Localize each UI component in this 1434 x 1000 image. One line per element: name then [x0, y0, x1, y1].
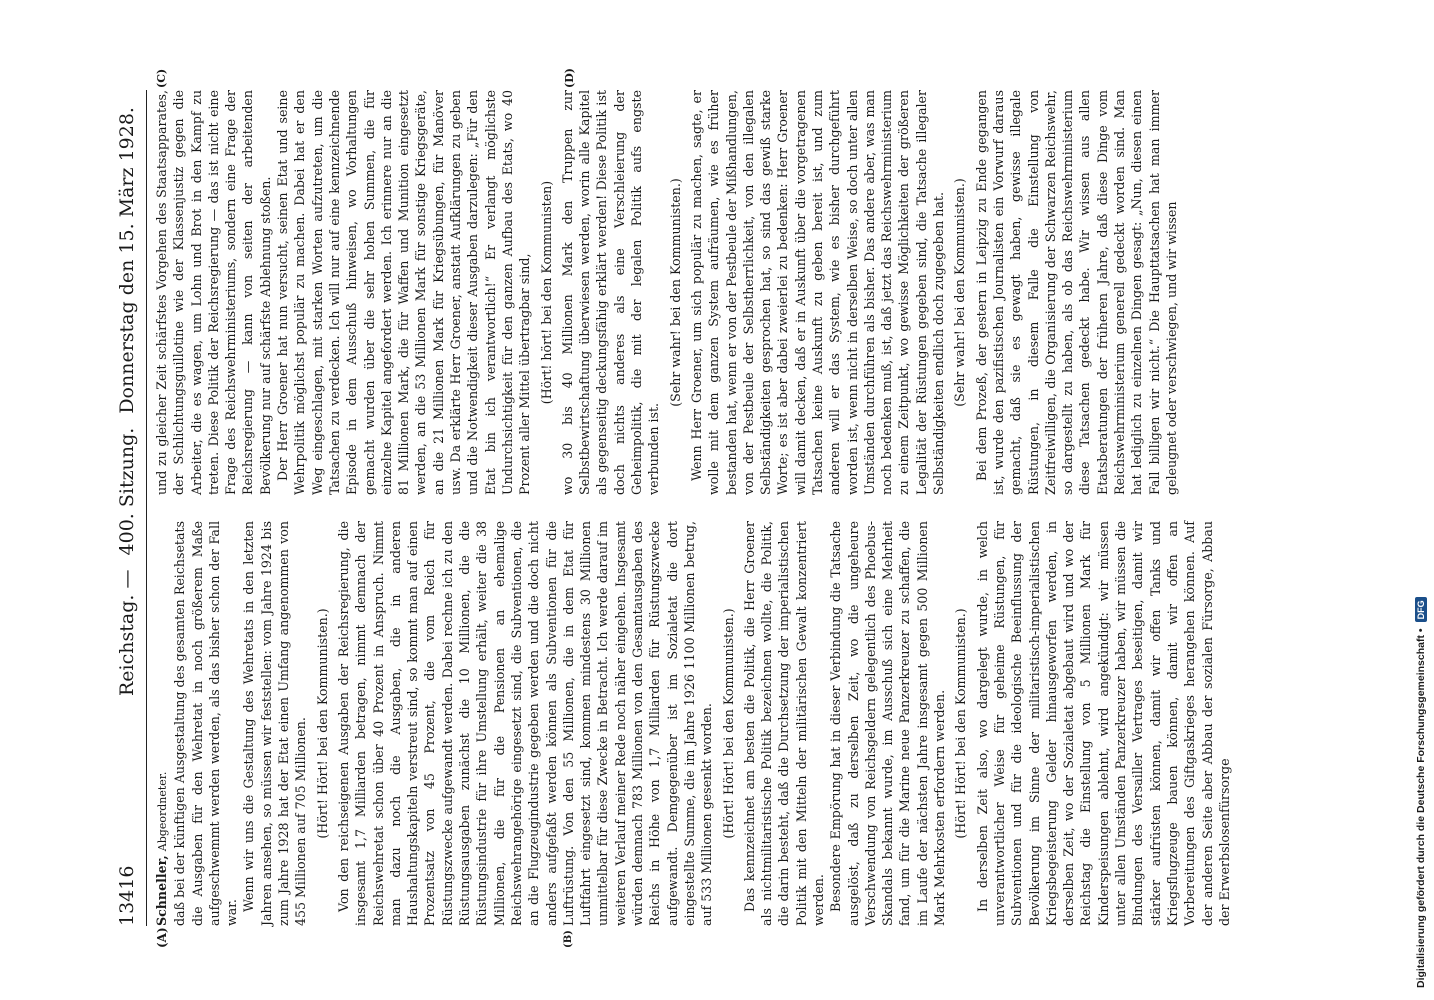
paragraph: Das kennzeichnet am besten die Politik, die Herr Groener als nichtmilitaristische Politik bezeichnen wollte, die Politik, die darin besteht, daß die Durchsetzung der imperialistischen Politik mit den Mitteln der militärischen Gewalt konzentriert werden. [741, 521, 826, 926]
speaker-role: Abgeordneter. [156, 771, 169, 852]
paragraph: Wenn Herr Groener, um sich populär zu machen, sagte, er wolle mit dem ganzen System aufräumen, wie es früher bestanden hat, wenn er von der Pestbeule der Mißhandlungen, von der Pestbeule der Selbstherrlichkeit, von den illegalen Selbständigkeiten gesprochen hat, so sind das gewiß starke Worte; es ist aber dabei zweierlei zu bedenken: Herr Groener will damit decken, daß er in Auskunft über die vorgetragenen Tatsachen keine Auskunft zu geben bereit ist, und zum anderen will er das System, wie es bisher durchgeführt worden ist, wenn nicht in derselben Weise, so doch unter allen Umständen durchführen als bisher. Das andere aber, was man noch bedenken muß, ist, daß jetzt das Reichswehrministerium zu einem Zeitpunkt, wo gewisse Möglichkeiten der größeren Legalität der Rüstungen gegeben sind, die Tatsache illegaler Selbständigkeiten endlich doch zugegeben hat. [688, 90, 947, 495]
speaker-line [153, 521, 171, 926]
paragraph: In derselben Zeit also, wo dargelegt wurde, in welch unverantwortlicher Weise für geheime Rüstungen, für Subventionen und für die ideologische Beeinflussung der Bevölkerung im Sinne der militaristisch-imperialistischen Kriegsbegeisterung Gelder hinausgeworfen werden, in derselben Zeit, wo der Sozialetat abgebaut wird und wo der Reichstag die Einstellung von 5 Millionen Mark für Kinderspeisungen ablehnt, wird angekündigt: wir müssen unter allen Umständen Panzerkreuzer haben, wir müssen die Bindungen des Versailler Vertrages beseitigen, damit wir stärker aufrüsten können, damit wir offen Tanks und Kriegsflugzeuge bauen können, damit wir offen an Vorbereitungen des Giftgaskrieges herangehen können. Auf der anderen Seite aber Abbau der sozialen Fürsorge, Abbau der Erwerbslosenfürsorge [974, 521, 1232, 926]
header-title [116, 90, 138, 866]
paragraph: Besondere Empörung hat in dieser Verbindung die Tatsache ausgelöst, daß zu derselben Zeit, wo die ungeheure Verschwendung von Reichsgeldern gelegentlich des Phoebus-Skandals bekannt wurde, im Ausschuß sich eine Mehrheit fand, um für die Marine neue Panzerkreuzer zu schaffen, die im Laufe der nächsten Jahre insgesamt gegen 500 Millionen Mark Mehrkosten erfordern werden. [828, 521, 948, 926]
rotated-page [110, 68, 1360, 948]
paragraph: wo 30 bis 40 Millionen Mark den Truppen zur Selbstbewirtschaftung überwiesen werden, worin alle Kapitel als gegenseitig deckungsfähig erklärt werden! Diese Politik ist doch nichts anderes als eine Verschleierung der Geheimpolitik, die mit der legalen Politik aufs engste verbunden ist. [559, 90, 662, 495]
margin-marker-d: (D) [563, 68, 576, 88]
margin-marker-c: (C) [155, 68, 168, 88]
margin-marker-b: (B) [563, 930, 574, 948]
column-right [153, 90, 1233, 495]
page-header [116, 90, 146, 926]
paragraph: Von den reichseigenen Ausgaben der Reichsregierung, die insgesamt 1,7 Milliarden betragen, nimmt demnach der Reichswehretat schon über 40 Prozent in Anspruch. Nimmt man dazu noch die Ausgaben, die in anderen Haushaltungskapiteln verstreut sind, so kommt man auf einen Prozentsatz von 45 Prozent, die vom Reich für Rüstungszwecke aufgewandt werden. Dabei rechne ich zu den Rüstungsausgaben zunächst die 10 Millionen, die die Rüstungsindustrie für ihre Umstellung erhält, weiter die 38 Millionen, die für die Pensionen an ehemalige Reichswehrangehörige eingesetzt sind, die Subventionen, die an die Flugzeugindustrie gegeben werden und die doch nicht anders aufgefaßt werden können als Subventionen für die Luftrüstung. Von den 55 Millionen, die in dem Etat für Luftfahrt eingesetzt sind, kommen mindestens 30 Millionen unmittelbar für diese Zwecke in Betracht. Ich werde darauf im weiteren Verlauf meiner Rede noch näher eingehen. Insgesamt würden demnach 783 Millionen von den Gesamtausgaben des Reichs in Höhe von 1,7 Milliarden für Rüstungszwecke aufgewandt. Demgegenüber ist im Sozialetat die dort eingestellte Summe, die im Jahre 1926 1100 Millionen betrug, auf 533 Millionen gesenkt worden. [335, 521, 715, 926]
funding-credit-text: Digitalisierung gefördert durch die Deutsche Forschungsgemeinschaft • [1415, 628, 1427, 988]
paragraph: daß bei der künftigen Ausgestaltung des gesamten Reichsetats die Ausgaben für den Wehretat in noch größerem Maße aufgeschwemmt werden werden, als das bisher schon der Fall war. [172, 521, 240, 926]
interjection: (Hört! Hört! bei den Kommunisten.) [314, 608, 330, 839]
speaker-name: Schneller, [154, 855, 169, 926]
funding-credit [1410, 8, 1432, 988]
column-left [153, 521, 1233, 926]
interjection: (Sehr wahr! bei den Kommunisten.) [667, 178, 683, 407]
margin-marker-a: (A) [155, 927, 169, 948]
paragraph: und zu gleicher Zeit schärfstes Vorgehen des Staatsapparates, der Schlichtungsguillotine wie der Klassenjustiz gegen die Arbeiter, die es wagen, um Lohn und Brot in den Kampf zu treten. Diese Politik der Reichsregierung — das ist nicht eine Frage des Reichswehrministeriums, sondern eine Frage der Reichsregierung — kann von seiten der arbeitenden Bevölkerung nur auf schärfste Ablehnung stoßen. [154, 90, 273, 495]
funding-credit-strip [1410, 8, 1432, 988]
interjection: (Hört! hört! bei den Kommunisten) [538, 180, 554, 405]
interjection: (Hört! Hört! bei den Kommunisten.) [720, 608, 736, 839]
page-number: 13416 [116, 865, 138, 926]
interjection: (Sehr wahr! bei den Kommunisten.) [952, 178, 968, 407]
header-session: 400. Sitzung. [116, 427, 138, 556]
header-rule [146, 90, 147, 926]
columns [153, 68, 1233, 948]
paragraph: Der Herr Groener hat nun versucht, seinen Etat und seine Wehrpolitik möglichst populär zu machen. Dabei hat er den Weg eingeschlagen, mit starken Worten aufzutreten, um die Tatsachen zu verdecken. Ich will nur auf eine kennzeichnende Episode in dem Ausschuß hinweisen, wo Vorhaltungen gemacht wurden über die sehr hohen Summen, die für einzelne Kapitel angefordert werden. Ich erinnere nur an die 81 Millionen Mark, die für Waffen und Munition eingesetzt werden, an die 53 Millionen Mark für sonstige Kriegsgeräte, an die 21 Millionen Mark für Kriegsübungen, für Manöver usw. Da erklärte Herr Groener, anstatt Aufklärungen zu geben und die Notwendigkeit dieser Ausgaben darzulegen: „Für den Etat bin ich verantwortlich!“ Er verlangt möglichste Undurchsichtigkeit für den ganzen Aufbau des Etats, wo 40 Prozent aller Mittel übertragbar sind, [275, 90, 533, 495]
interjection: (Hört! Hört! bei den Kommunisten.) [953, 608, 969, 839]
header-body: Reichstag. — [116, 569, 138, 696]
paragraph: Bei dem Prozeß, der gestern in Leipzig zu Ende gegangen ist, wurde den pazifistischen Journalisten ein Vorwurf daraus gemacht, daß sie es gewagt haben, gewisse illegale Rüstungen, in diesem Falle die Einstellung von Zeitfreiwilligen, die Organisierung der Schwarzen Reichswehr, so dargestellt zu haben, als ob das Reichswehrministerium diese Tatsachen gedeckt habe. Wir wissen aus allen Etatsberatungen der früheren Jahre, daß diese Dinge vom Reichswehrministerium generell gedeckt worden sind. Man hat lediglich zu einzelnen Dingen gesagt: „Nun, diesen einen Fall billigen wir nicht.“ Die Haupttatsachen hat man immer geleugnet oder verschwiegen, und wir wissen [973, 90, 1179, 495]
dfg-logo-icon: DFG [1415, 597, 1427, 622]
paragraph: Wenn wir uns die Gestaltung des Wehretats in den letzten Jahren ansehen, so müssen wir feststellen: vom Jahre 1924 bis zum Jahre 1928 hat der Etat einen Umfang angenommen von 455 Millionen auf 705 Millionen. [241, 521, 309, 926]
header-date: Donnerstag den 15. März 1928. [116, 107, 138, 414]
